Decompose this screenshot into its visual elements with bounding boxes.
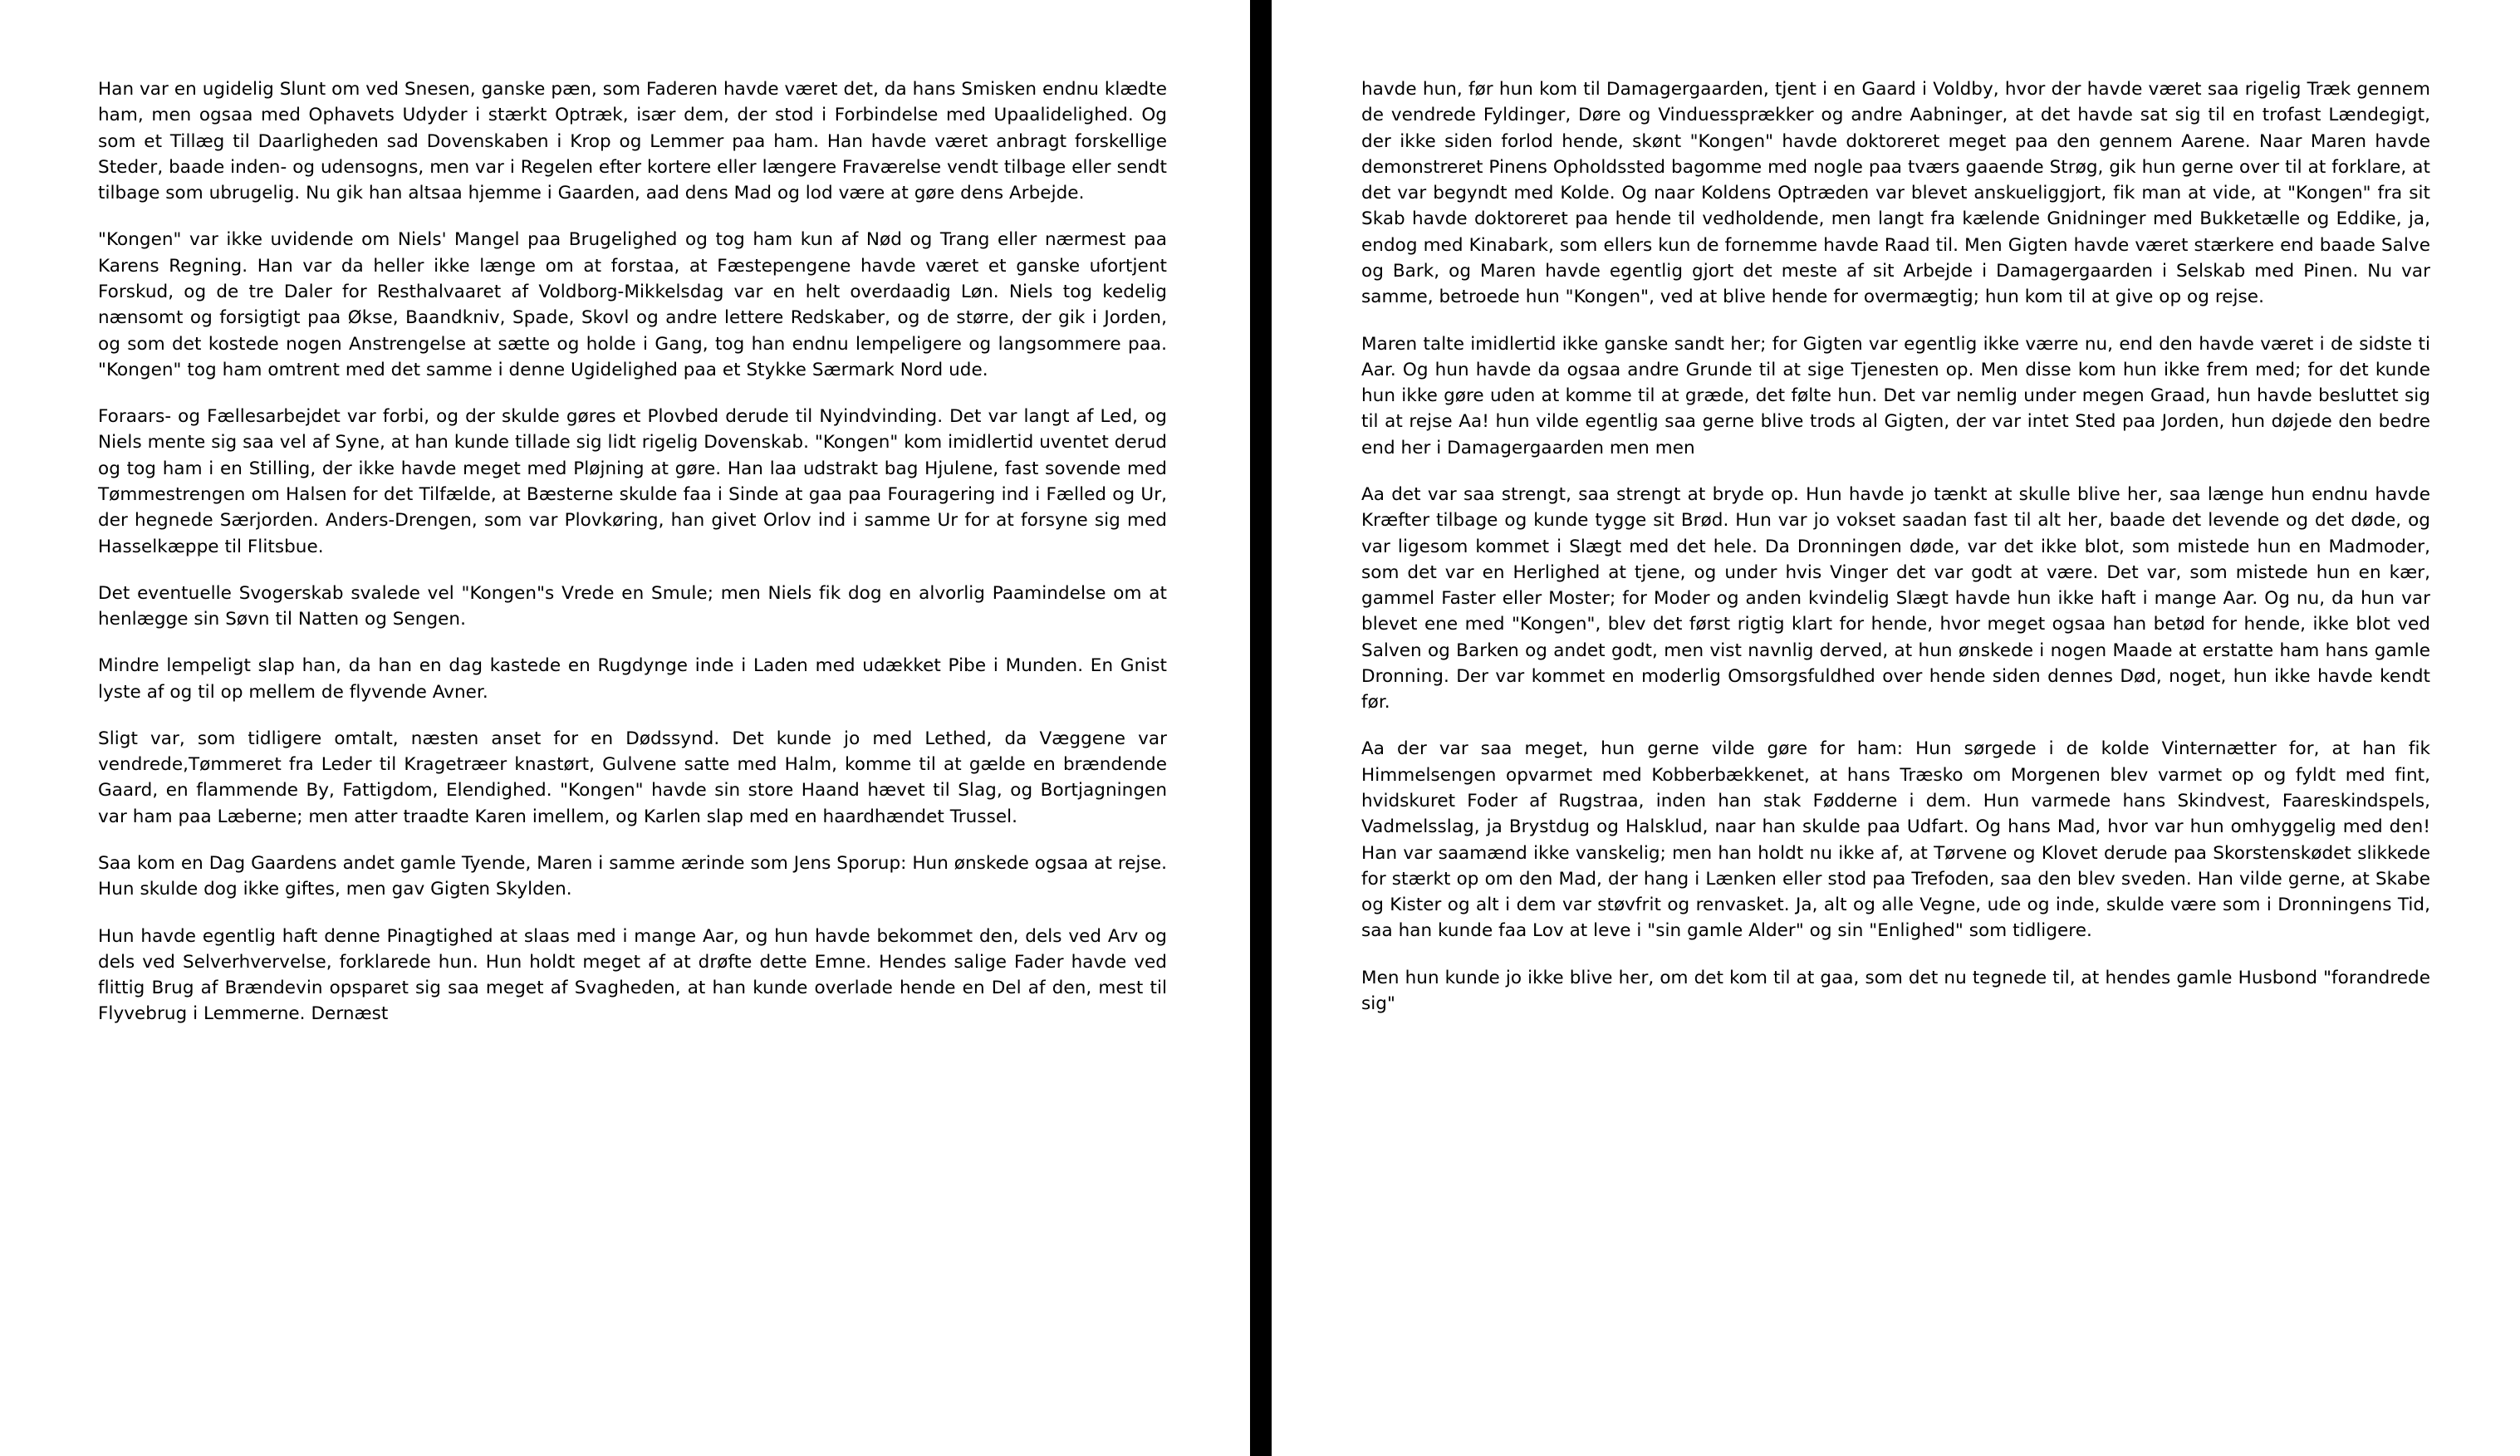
paragraph: Men hun kunde jo ikke blive her, om det kom til at gaa, som det nu tegnede til, at hendes gamle Husbond "forandrede sig" xyxy=(1361,967,2430,1014)
paragraph: Aa der var saa meget, hun gerne vilde gøre for ham: Hun sørgede i de kolde Vinternætter for, at han fik Himmelsengen opvarmet med Kobberbækkenet, at hans Træsko om Morgenen blev varmet op og fyldt med fint, hvidskuret Foder af Rugstraa, inden han stak Fødderne i dem. Hun varmede hans Skindvest, Faareskindspels, Vadmelsslag, ja Brystdug og Halsklud, naar han skulde paa Udfart. Og hans Mad, hvor var hun omhyggelig med den! Han var saamænd ikke vanskelig; men han holdt nu ikke af, at Tørvene og Klovet derude paa Skorstenskødet slikkede for stærkt op om den Mad, der hang i Lænken eller stod paa Trefoden, saa den blev sveden. Han vilde gerne, at Skabe og Kister og alt i dem var støvfrit og renvasket. Ja, alt og alle Vegne, ude og inde, skulde være som i Dronningens Tid, saa han kunde faa Lov at leve i "sin gamle Alder" og sin "Enlighed" som tidligere. xyxy=(1361,738,2430,942)
paragraph: Maren talte imidlertid ikke ganske sandt her; for Gigten var egentlig ikke værre nu, end den havde været i de sidste ti Aar. Og hun havde da ogsaa andre Grunde til at sige Tjenesten op. Men disse kom hun ikke frem med; for det kunde hun ikke gøre uden at komme til at græde, det følte hun. Det var nemlig under megen Graad, hun havde besluttet sig til at rejse Aa! hun vilde egentlig saa gerne blive trods al Gigten, der var intet Sted paa Jorden, hun døjede den bedre end her i Damagergaarden men men xyxy=(1361,333,2430,458)
paragraph: Saa kom en Dag Gaardens andet gamle Tyende, Maren i samme ærinde som Jens Sporup: Hun ønskede ogsaa at rejse. Hun skulde dog ikke giftes, men gav Gigten Skylden. xyxy=(98,853,1167,900)
paragraph: Foraars- og Fællesarbejdet var forbi, og der skulde gøres et Plovbed derude til Nyindvinding. Det var langt af Led, og Niels mente sig saa vel af Syne, at han kunde tillade sig lidt rigelig Dovenskab. "Kongen" kom imidlertid uventet derud og tog ham i en Stilling, der ikke havde meget med Pløjning at gøre. Han laa udstrakt bag Hjulene, fast sovende med Tømmestrengen om Halsen for det Tilfælde, at Bæsterne skulde faa i Sinde at gaa paa Fouragering ind i Fælled og Ur, der hegnede Særjorden. Anders-Drengen, som var Plovkøring, han givet Orlov ind i samme Ur for at forsyne sig med Hasselkæppe til Flitsbue. xyxy=(98,406,1167,557)
paragraph: Sligt var, som tidligere omtalt, næsten anset for en Dødssynd. Det kunde jo med Lethed, da Væggene var vendrede,Tømmeret fra Leder til Kragetræer knastørt, Gulvene satte med Halm, komme til at gælde en brændende Gaard, en flammende By, Fattigdom, Elendighed. "Kongen" havde sin store Haand hævet til Slag, og Bortjagningen var ham paa Læberne; men atter traadte Karen imellem, og Karlen slap med en haardhændet Trussel. xyxy=(98,728,1167,827)
paragraph: havde hun, før hun kom til Damagergaarden, tjent i en Gaard i Voldby, hvor der havde været saa rigelig Træk gennem de vendrede Fyldinger, Døre og Vinduessprækker og andre Aabninger, at det havde sat sig til en trofast Lændegigt, der ikke siden forlod hende, skønt "Kongen" havde doktoreret meget paa den gennem Aarene. Naar Maren havde demonstreret Pinens Opholdssted bagomme med nogle paa tværs gaaende Strøg, gik hun gerne over til at forklare, at det var begyndt med Kolde. Og naar Koldens Optræden var blevet anskueliggjort, fik man at vide, at "Kongen" fra sit Skab havde doktoreret paa hende til vedholdende, men langt fra kælende Gnidninger med Bukketælle og Eddike, ja, endog med Kinabark, som ellers kun de fornemme havde Raad til. Men Gigten havde været stærkere end baade Salve og Bark, og Maren havde egentlig gjort det meste af sit Arbejde i Damagergaarden i Selskab med Pinen. Nu var samme, betroede hun "Kongen", ved at blive hende for overmægtig; hun kom til at give op og rejse. xyxy=(1361,79,2430,308)
paragraph: Hun havde egentlig haft denne Pinagtighed at slaas med i mange Aar, og hun havde bekommet den, dels ved Arv og dels ved Selverhvervelse, forklarede hun. Hun holdt meget af at drøfte dette Emne. Hendes salige Fader havde ved flittig Brug af Brændevin opsparet sig saa meget af Svagheden, at han kunde overlade hende en Del af den, mest til Flyvebrug i Lemmerne. Dernæst xyxy=(98,925,1167,1025)
paragraph: Mindre lempeligt slap han, da han en dag kastede en Rugdynge inde i Laden med udækket Pibe i Munden. En Gnist lyste af og til op mellem de flyvende Avner. xyxy=(98,655,1167,703)
paragraph: Det eventuelle Svogerskab svalede vel "Kongen"s Vrede en Smule; men Niels fik dog en alvorlig Paamindelse om at henlægge sin Søvn til Natten og Sengen. xyxy=(98,582,1167,630)
paragraph: "Kongen" var ikke uvidende om Niels' Mangel paa Brugelighed og tog ham kun af Nød og Trang eller nærmest paa Karens Regning. Han var da heller ikke længe om at forstaa, at Fæstepengene havde været et ganske ufortjent Forskud, og de tre Daler for Resthalvaaret af Voldborg-Mikkelsdag var en helt overdaadig Løn. Niels tog kedelig nænsomt og forsigtigt paa Økse, Baandkniv, Spade, Skovl og andre lettere Redskaber, og de større, der gik i Jorden, og som det kostede nogen Anstrengelse at sætte og holde i Gang, tog han endnu lempeligere og langsommere paa. "Kongen" tog ham omtrent med det samme i denne Ugidelighed paa et Stykke Særmark Nord ude. xyxy=(98,229,1167,380)
right-page xyxy=(1272,0,2520,1456)
paragraph: Han var en ugidelig Slunt om ved Snesen, ganske pæn, som Faderen havde været det, da hans Smisken endnu klædte ham, men ogsaa med Ophavets Udyder i stærkt Optræk, især dem, der stod i Forbindelse med Upaalidelighed. Og som et Tillæg til Daarligheden sad Dovenskaben i Krop og Lemmer paa ham. Han havde været anbragt forskellige Steder, baade inden- og udensogns, men var i Regelen efter kortere eller længere Fraværelse vendt tilbage eller sendt tilbage som ubrugelig. Nu gik han altsaa hjemme i Gaarden, aad dens Mad og lod være at gøre dens Arbejde. xyxy=(98,79,1167,204)
paragraph: Aa det var saa strengt, saa strengt at bryde op. Hun havde jo tænkt at skulle blive her, saa længe hun endnu havde Kræfter tilbage og kunde tygge sit Brød. Hun var jo vokset saadan fast til alt her, baade det levende og det døde, og var ligesom kommet i Slægt med det hele. Da Dronningen døde, var det ikke blot, som mistede hun en Madmoder, som det var en Herlighed at tjene, og under hvis Vinger det var godt at være. Det var, som mistede hun en kær, gammel Faster eller Moster; for Moder og anden kvindelig Slægt havde hun ikke haft i mange Aar. Og nu, da hun var blevet ene med "Kongen", blev det først rigtig klart for hende, hvor meget ogsaa han betød for hende, ikke blot ved Salven og Barken og andet godt, men vist navnlig derved, at hun ønskede i nogen Maade at erstatte ham hans gamle Dronning. Der var kommet en moderlig Omsorgsfuldhed over hende siden dennes Død, noget, hun ikke havde kendt før. xyxy=(1361,483,2430,713)
left-page xyxy=(0,0,1250,1456)
